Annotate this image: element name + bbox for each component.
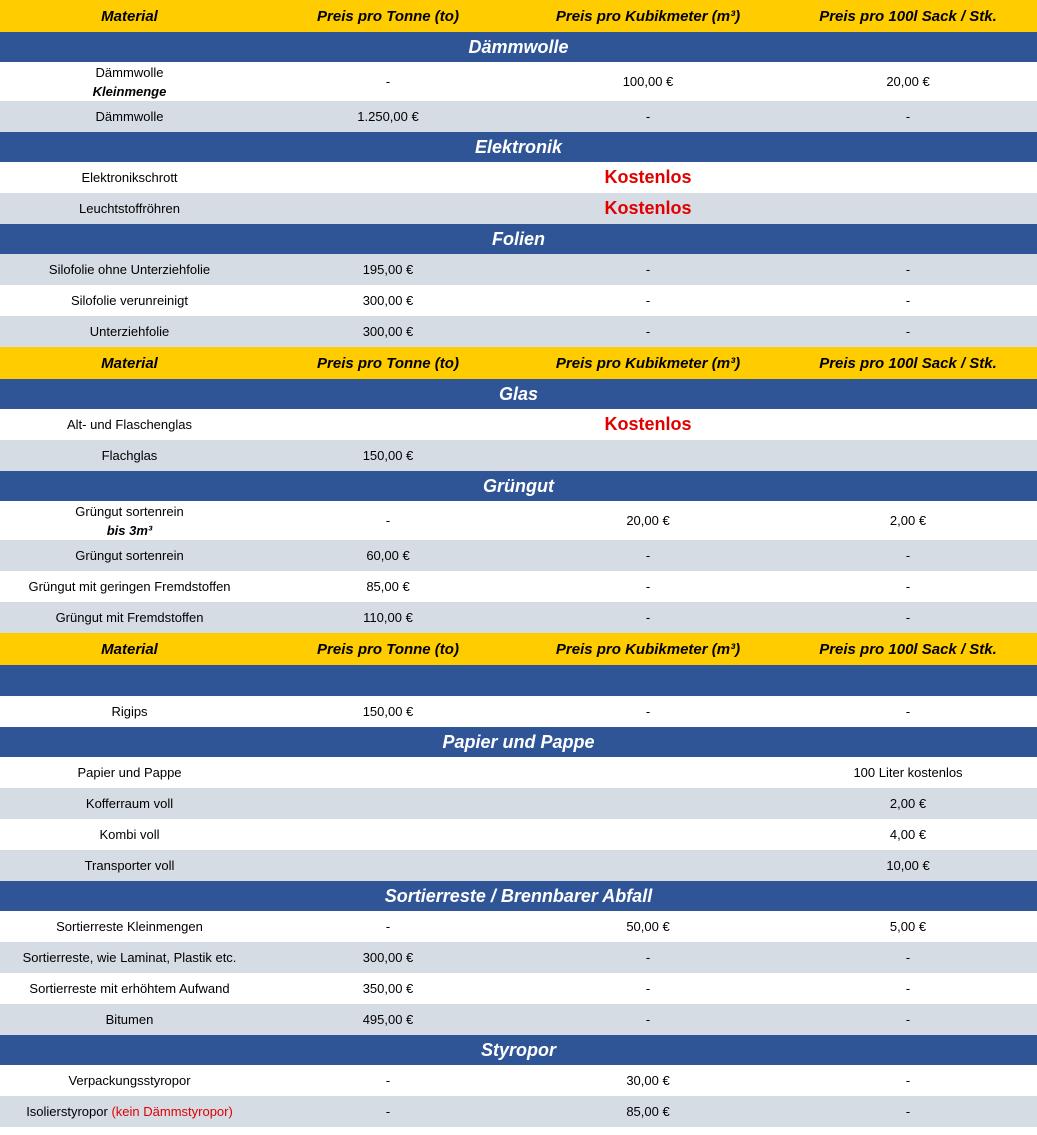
section-sortierreste: Sortierreste / Brennbarer Abfall bbox=[0, 881, 1037, 911]
header-ton: Preis pro Tonne (to) bbox=[317, 7, 459, 25]
table-row bbox=[0, 162, 1037, 193]
material-name: Unterziehfolie bbox=[89, 324, 170, 339]
price-sack: - bbox=[905, 1073, 911, 1088]
material-name: Sortierreste mit erhöhtem Aufwand bbox=[29, 981, 230, 996]
material-name: Kofferraum voll bbox=[85, 796, 174, 811]
price-cubic: - bbox=[645, 548, 651, 563]
material-name: Kombi voll bbox=[99, 827, 160, 842]
table-row bbox=[0, 757, 1037, 788]
price-cubic: - bbox=[645, 610, 651, 625]
material-name: Grüngut sortenrein bbox=[75, 548, 184, 563]
material-name: Sortierreste, wie Laminat, Plastik etc. bbox=[22, 950, 237, 965]
price-sack: - bbox=[905, 324, 911, 339]
material-name bbox=[0, 1096, 259, 1127]
material-name: Grüngut mit Fremdstoffen bbox=[55, 610, 204, 625]
table-header bbox=[0, 347, 1037, 379]
section-gruengut: Grüngut bbox=[0, 471, 1037, 501]
price-sack: 100 Liter kostenlos bbox=[853, 765, 963, 780]
table-row bbox=[0, 973, 1037, 1004]
header-material: Material bbox=[101, 354, 158, 372]
header-cubic: Preis pro Kubikmeter (m³) bbox=[555, 7, 741, 25]
free-label: Kostenlos bbox=[604, 198, 692, 218]
table-row bbox=[0, 193, 1037, 224]
material-name bbox=[0, 62, 259, 101]
table-row bbox=[0, 409, 1037, 440]
table-row bbox=[0, 819, 1037, 850]
price-cubic: - bbox=[645, 324, 651, 339]
material-name: Alt- und Flaschenglas bbox=[66, 417, 192, 432]
table-row bbox=[0, 602, 1037, 633]
price-ton: 110,00 € bbox=[363, 610, 413, 625]
material-name: Rigips bbox=[111, 704, 148, 719]
material-name bbox=[0, 501, 259, 540]
price-ton: - bbox=[385, 513, 391, 528]
price-sack: - bbox=[905, 981, 911, 996]
section-papier: Papier und Pappe bbox=[0, 727, 1037, 757]
table-row bbox=[0, 316, 1037, 347]
material-name: Leuchtstoffröhren bbox=[79, 201, 180, 216]
price-cubic: - bbox=[645, 579, 651, 594]
price-sack: 2,00 € bbox=[889, 513, 927, 528]
section-styropor: Styropor bbox=[0, 1035, 1037, 1065]
header-material: Material bbox=[101, 640, 158, 658]
header-sack: Preis pro 100l Sack / Stk. bbox=[819, 354, 997, 372]
section-elektronik: Elektronik bbox=[0, 132, 1037, 162]
table-row bbox=[0, 1004, 1037, 1035]
price-ton: 350,00 € bbox=[362, 981, 414, 996]
material-name: Silofolie ohne Unterziehfolie bbox=[48, 262, 211, 277]
table-row bbox=[0, 911, 1037, 942]
table-row bbox=[0, 101, 1037, 132]
price-cubic: 50,00 € bbox=[626, 919, 670, 934]
material-sublabel: Kleinmenge bbox=[92, 83, 167, 99]
table-row bbox=[0, 254, 1037, 285]
price-cubic: - bbox=[645, 109, 651, 124]
price-ton bbox=[259, 757, 517, 788]
price-ton: 300,00 € bbox=[362, 293, 414, 308]
price-sack: - bbox=[905, 610, 911, 625]
material-label: Isolierstyropor bbox=[26, 1104, 108, 1119]
material-name: Flachglas bbox=[101, 448, 158, 463]
table-row bbox=[0, 285, 1037, 316]
header-sack: Preis pro 100l Sack / Stk. bbox=[819, 7, 997, 25]
material-name: Bitumen bbox=[105, 1012, 154, 1027]
price-cubic: 30,00 € bbox=[626, 1073, 670, 1088]
material-name: Verpackungsstyropor bbox=[68, 1073, 191, 1088]
table-row bbox=[0, 788, 1037, 819]
price-sack: 4,00 € bbox=[889, 827, 927, 842]
price-ton: 1.250,00 € bbox=[357, 109, 419, 124]
header-ton: Preis pro Tonne (to) bbox=[317, 354, 459, 372]
price-cubic bbox=[517, 440, 779, 471]
price-sack: - bbox=[905, 950, 911, 965]
price-sack: - bbox=[905, 293, 911, 308]
price-ton: 150,00 € bbox=[362, 448, 414, 463]
material-label: Grüngut sortenrein bbox=[75, 503, 184, 519]
material-note: (kein Dämmstyropor) bbox=[111, 1104, 233, 1119]
table-row bbox=[0, 62, 1037, 101]
table-row bbox=[0, 540, 1037, 571]
section-daemmwolle: Dämmwolle bbox=[0, 32, 1037, 62]
material-name: Transporter voll bbox=[84, 858, 175, 873]
table-row bbox=[0, 571, 1037, 602]
price-sack: - bbox=[905, 579, 911, 594]
free-label: Kostenlos bbox=[604, 167, 692, 187]
material-label: Dämmwolle bbox=[95, 64, 164, 80]
price-cubic: - bbox=[645, 262, 651, 277]
price-sack bbox=[779, 440, 1037, 471]
table-row bbox=[0, 696, 1037, 727]
price-sack: 20,00 € bbox=[886, 74, 930, 89]
price-cubic: 85,00 € bbox=[626, 1104, 670, 1119]
price-cubic: - bbox=[645, 950, 651, 965]
section-empty bbox=[0, 665, 1037, 696]
price-cubic: - bbox=[645, 1012, 651, 1027]
table-row bbox=[0, 942, 1037, 973]
price-cubic: - bbox=[645, 704, 651, 719]
table-row bbox=[0, 850, 1037, 881]
price-ton: - bbox=[385, 1104, 391, 1119]
price-ton: 300,00 € bbox=[362, 950, 414, 965]
price-sack: 5,00 € bbox=[889, 919, 927, 934]
table-header bbox=[0, 633, 1037, 665]
price-ton bbox=[259, 850, 517, 881]
table-row bbox=[0, 440, 1037, 471]
price-ton: 300,00 € bbox=[362, 324, 414, 339]
price-cubic: - bbox=[645, 981, 651, 996]
price-sack: - bbox=[905, 109, 911, 124]
header-material: Material bbox=[101, 7, 158, 25]
price-cubic: 100,00 € bbox=[622, 74, 674, 89]
header-ton: Preis pro Tonne (to) bbox=[317, 640, 459, 658]
price-cubic bbox=[517, 819, 779, 850]
table-row bbox=[0, 501, 1037, 540]
material-name: Grüngut mit geringen Fremdstoffen bbox=[28, 579, 231, 594]
material-sublabel: bis 3m³ bbox=[106, 522, 153, 538]
price-sack: - bbox=[905, 548, 911, 563]
material-name: Elektronikschrott bbox=[81, 170, 178, 185]
table-header bbox=[0, 0, 1037, 32]
price-cubic: 20,00 € bbox=[626, 513, 670, 528]
price-ton: 85,00 € bbox=[366, 579, 410, 594]
material-name: Silofolie verunreinigt bbox=[70, 293, 189, 308]
price-ton bbox=[259, 819, 517, 850]
price-sack: 10,00 € bbox=[886, 858, 930, 873]
price-sack: - bbox=[905, 704, 911, 719]
price-cubic bbox=[517, 788, 779, 819]
price-ton: 150,00 € bbox=[362, 704, 414, 719]
free-label: Kostenlos bbox=[604, 414, 692, 434]
price-ton: 495,00 € bbox=[362, 1012, 414, 1027]
price-ton: - bbox=[385, 1073, 391, 1088]
price-sack: - bbox=[905, 262, 911, 277]
header-cubic: Preis pro Kubikmeter (m³) bbox=[555, 354, 741, 372]
price-ton: - bbox=[385, 919, 391, 934]
section-folien: Folien bbox=[0, 224, 1037, 254]
material-name: Sortierreste Kleinmengen bbox=[56, 919, 203, 934]
header-sack: Preis pro 100l Sack / Stk. bbox=[819, 640, 997, 658]
price-cubic bbox=[517, 850, 779, 881]
price-ton: 60,00 € bbox=[366, 548, 410, 563]
table-row bbox=[0, 1065, 1037, 1096]
price-ton: - bbox=[385, 74, 391, 89]
price-ton: 195,00 € bbox=[362, 262, 414, 277]
price-sack: - bbox=[905, 1012, 911, 1027]
table-row bbox=[0, 1096, 1037, 1127]
section-glas: Glas bbox=[0, 379, 1037, 409]
price-sack: 2,00 € bbox=[889, 796, 927, 811]
material-name: Papier und Pappe bbox=[77, 765, 182, 780]
material-name: Dämmwolle bbox=[95, 109, 164, 124]
header-cubic: Preis pro Kubikmeter (m³) bbox=[555, 640, 741, 658]
price-ton bbox=[259, 788, 517, 819]
price-cubic: - bbox=[645, 293, 651, 308]
price-cubic bbox=[517, 757, 779, 788]
price-sack: - bbox=[905, 1104, 911, 1119]
